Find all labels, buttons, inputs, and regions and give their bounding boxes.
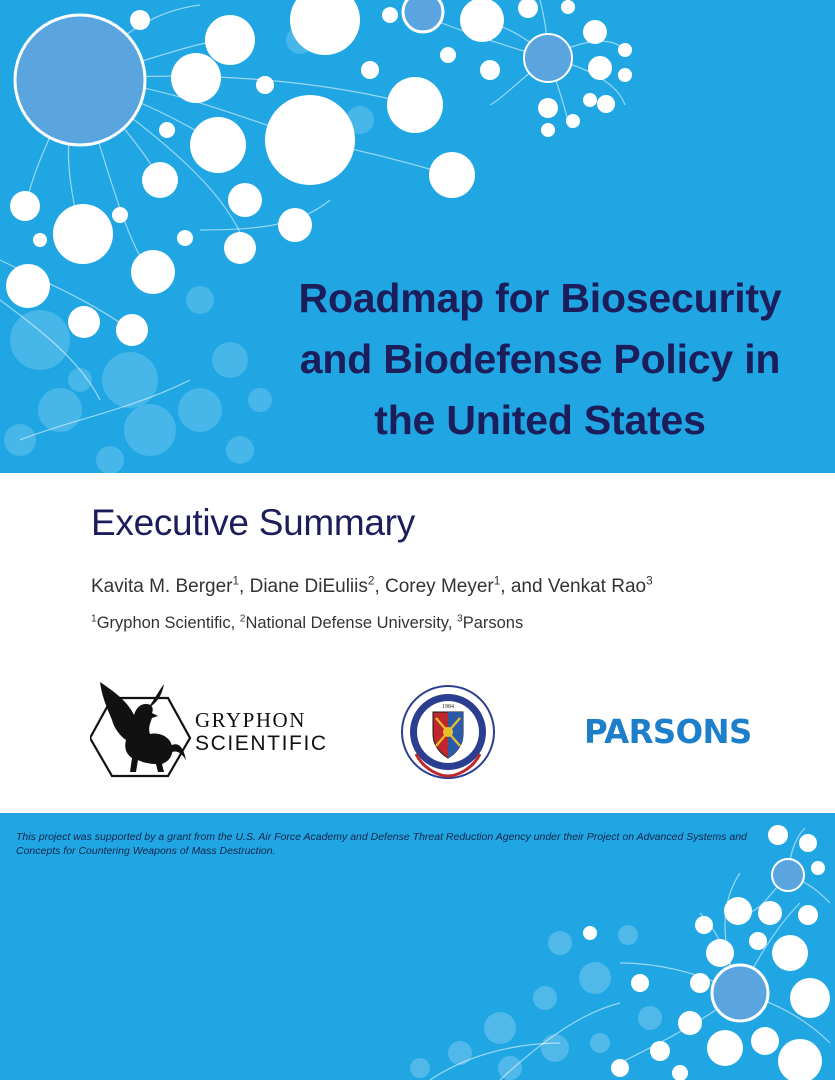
affiliation-name: Parsons <box>462 614 524 632</box>
author-separator: , <box>239 576 250 597</box>
affiliation-separator: , <box>447 614 457 632</box>
cover-bottom-band <box>0 813 835 1080</box>
gryphon-wordmark-line-2: SCIENTIFIC <box>195 732 328 755</box>
author-name: Corey Meyer <box>385 576 494 597</box>
gryphon-silhouette-icon <box>100 682 186 772</box>
affiliation-mark: 3 <box>457 613 463 625</box>
national-defense-university-seal <box>400 684 496 780</box>
author-separator: , and <box>500 576 548 597</box>
parsons-logo: PARSONS <box>584 712 752 751</box>
document-subtitle: Executive Summary <box>91 502 415 543</box>
author-affiliation-mark: 3 <box>646 574 653 588</box>
author-name: Venkat Rao <box>547 576 647 597</box>
affiliation-mark: 1 <box>91 613 97 625</box>
affiliation-mark: 2 <box>239 613 246 625</box>
affiliation-name: National Defense University <box>245 614 448 632</box>
gryphon-wordmark-line-1: GRYPHON <box>195 708 306 732</box>
document-title <box>262 268 818 451</box>
affiliation-name: Gryphon Scientific <box>96 614 231 632</box>
title-line-1: Roadmap for Biosecurity <box>298 275 782 321</box>
author-affiliation-mark: 1 <box>493 574 501 588</box>
gryphon-wordmark <box>195 708 328 756</box>
author-name: Kavita M. Berger <box>91 576 233 597</box>
author-affiliation-mark: 2 <box>367 574 375 588</box>
author-name: Diane DiEuliis <box>249 576 368 597</box>
cover-top-band <box>0 0 835 473</box>
seal-year: 1984 <box>442 704 454 710</box>
author-separator: , <box>374 576 385 597</box>
title-line-3: the United States <box>374 397 706 443</box>
title-line-2: and Biodefense Policy in <box>299 336 781 382</box>
author-list <box>91 576 653 598</box>
author-affiliation-mark: 1 <box>232 574 240 588</box>
affiliation-separator: , <box>230 614 240 632</box>
funding-note: This project was supported by a grant from the U.S. Air Force Academy and Defense Threat Reduction Agency under their Project on Advanced Systems and Concepts for Countering Weapons of Mass Destruction. <box>16 831 747 857</box>
affiliation-list <box>91 614 523 633</box>
